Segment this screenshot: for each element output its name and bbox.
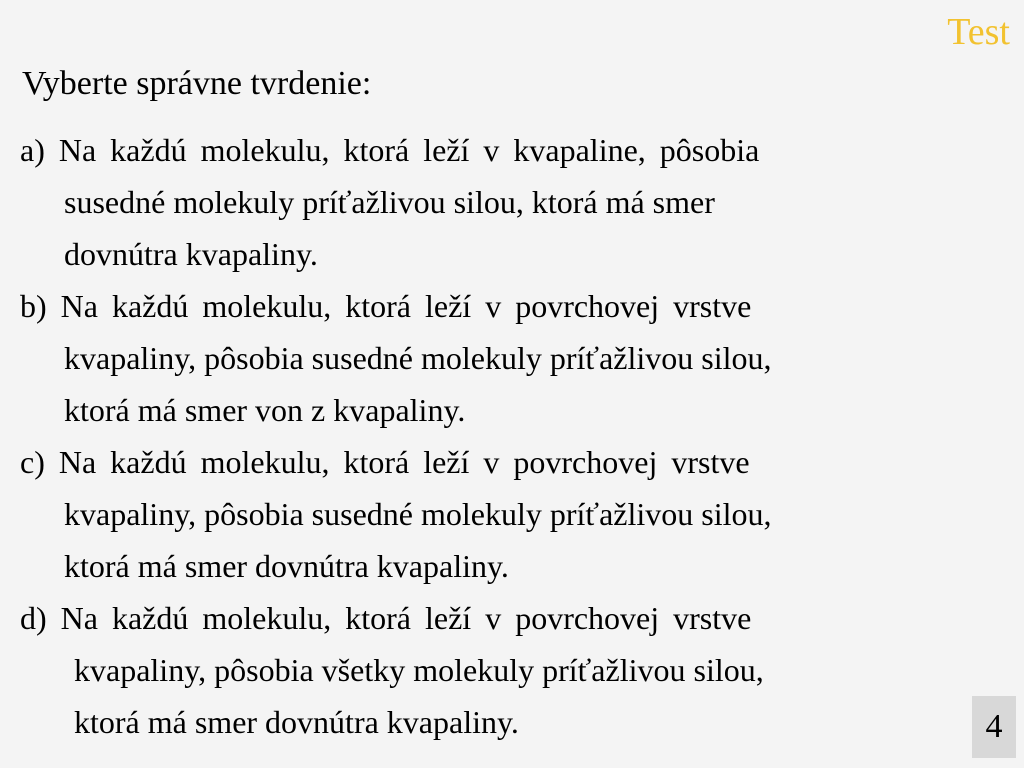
option-d-line-1: d) Na každú molekulu, ktorá leží v povrchovej vrstve [20, 600, 752, 636]
option-c-line-3: ktorá má smer dovnútra kvapaliny. [64, 548, 509, 584]
option-c [20, 436, 1012, 592]
option-a-line-3: dovnútra kvapaliny. [64, 236, 318, 272]
slide-title: Test [947, 11, 1010, 53]
option-b [20, 280, 1012, 436]
option-b-line-3: ktorá má smer von z kvapaliny. [64, 392, 466, 428]
option-a-line-2: susedné molekuly príťažlivou silou, ktorá má smer [64, 184, 715, 220]
option-d [20, 592, 1012, 748]
question-prompt: Vyberte správne tvrdenie: [22, 65, 372, 102]
option-c-line-2: kvapaliny, pôsobia susedné molekuly príťažlivou silou, [64, 496, 772, 532]
option-b-line-1: b) Na každú molekulu, ktorá leží v povrchovej vrstve [20, 288, 752, 324]
option-d-line-3: ktorá má smer dovnútra kvapaliny. [74, 704, 519, 740]
option-a-line-1: a) Na každú molekulu, ktorá leží v kvapaline, pôsobia [20, 132, 760, 168]
page-number-badge [972, 696, 1016, 758]
option-c-line-1: c) Na každú molekulu, ktorá leží v povrchovej vrstve [20, 444, 750, 480]
answer-options [20, 124, 1012, 748]
option-b-line-2: kvapaliny, pôsobia susedné molekuly príťažlivou silou, [64, 340, 772, 376]
option-d-line-2: kvapaliny, pôsobia všetky molekuly príťažlivou silou, [74, 652, 764, 688]
option-a [20, 124, 1012, 280]
page-number: 4 [985, 708, 1003, 745]
